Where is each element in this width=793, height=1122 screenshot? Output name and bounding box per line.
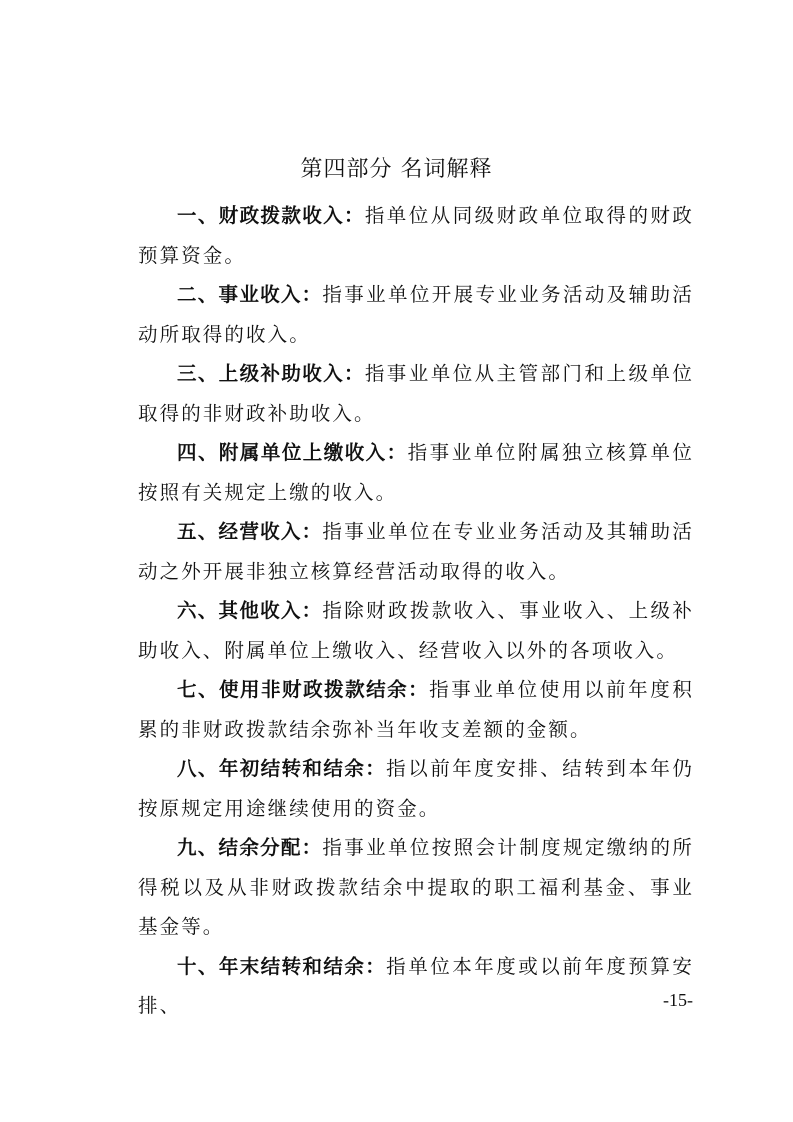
definition-text: 指以前年度安排、结转到本年仍按原规定用途继续使用的资金。 xyxy=(138,757,694,820)
definition-term: 三、上级补助收入： xyxy=(177,362,365,385)
definition-text: 指事业单位从主管部门和上级单位取得的非财政补助收入。 xyxy=(138,362,694,425)
definition-term: 五、经营收入： xyxy=(177,520,323,543)
definition-term: 二、事业收入： xyxy=(177,283,323,306)
definition-text: 指事业单位开展专业业务活动及辅助活动所取得的收入。 xyxy=(138,283,694,346)
definition-term: 六、其他收入： xyxy=(177,599,323,622)
definition-item xyxy=(138,591,694,670)
definition-item xyxy=(138,512,694,591)
definition-term: 九、结余分配： xyxy=(177,836,323,859)
definition-item xyxy=(138,947,694,1026)
definition-text: 指事业单位附属独立核算单位按照有关规定上缴的收入。 xyxy=(138,441,694,504)
definition-item xyxy=(138,749,694,828)
definition-item xyxy=(138,196,694,275)
definition-item xyxy=(138,670,694,749)
definition-text: 指事业单位使用以前年度积累的非财政拨款结余弥补当年收支差额的金额。 xyxy=(138,678,694,741)
page-title: 第四部分 名词解释 xyxy=(300,157,493,182)
definition-text: 指事业单位在专业业务活动及其辅助活动之外开展非独立核算经营活动取得的收入。 xyxy=(138,520,694,583)
definition-term: 七、使用非财政拨款结余： xyxy=(177,678,430,701)
definition-item xyxy=(138,354,694,433)
definition-term: 十、年末结转和结余： xyxy=(177,954,387,978)
definition-text: 指除财政拨款收入、事业收入、上级补助收入、附属单位上缴收入、经营收入以外的各项收入。 xyxy=(138,599,694,662)
definitions-list xyxy=(138,196,694,1026)
definition-text: 指事业单位按照会计制度规定缴纳的所得税以及从非财政拨款结余中提取的职工福利基金、事业基金等。 xyxy=(138,836,694,938)
page-number: -15- xyxy=(663,990,693,1010)
definition-term: 一、财政拨款收入： xyxy=(177,204,365,227)
definition-term: 八、年初结转和结余： xyxy=(177,757,387,780)
definition-term: 四、附属单位上缴收入： xyxy=(177,441,408,464)
definition-text: 指单位本年度或以前年度预算安排、 xyxy=(138,954,694,1017)
definition-item xyxy=(138,828,694,947)
definition-item xyxy=(138,433,694,512)
definition-text: 指单位从同级财政单位取得的财政预算资金。 xyxy=(138,204,694,267)
definition-item xyxy=(138,275,694,354)
